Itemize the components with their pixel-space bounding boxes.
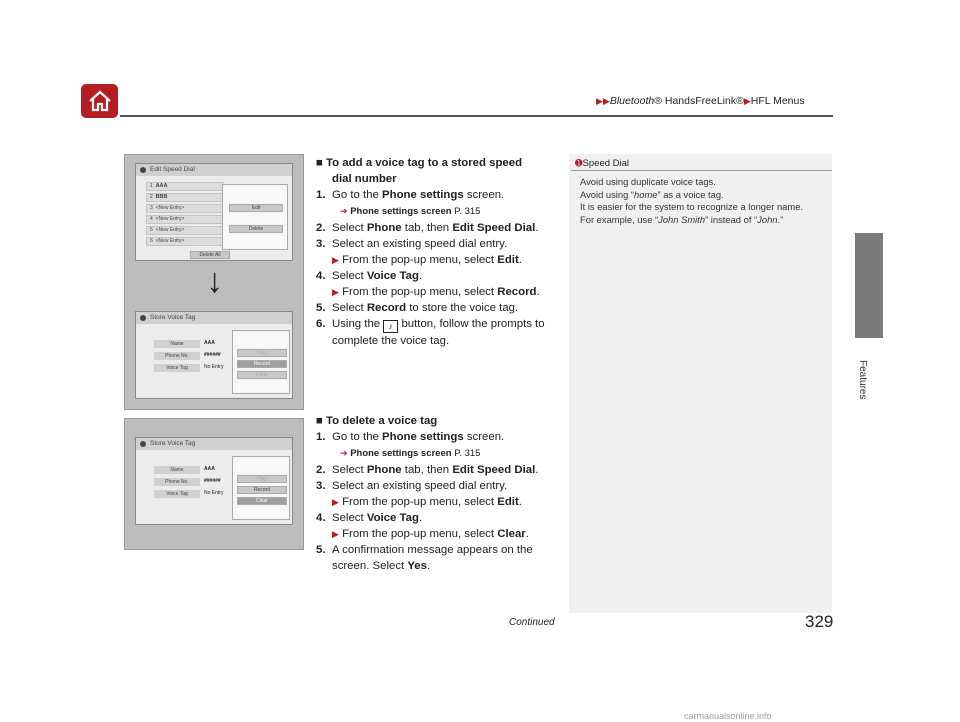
add-voice-tag-section (316, 155, 561, 349)
breadcrumb-hfl-menus[interactable]: HFL Menus (750, 95, 805, 107)
home-icon (88, 90, 112, 112)
list-item[interactable]: 3 <New Entry> (146, 204, 224, 213)
note-rule (571, 170, 832, 171)
voice-tag-label: Voice Tag (154, 364, 200, 372)
step-4: 4. Select Voice Tag. (316, 270, 423, 282)
store-voice-tag-screen (135, 437, 293, 525)
section-heading-cont: dial number (332, 173, 397, 185)
name-label: Name (154, 466, 200, 474)
phone-settings-link[interactable]: ➔ Phone settings screen P. 315 (340, 206, 481, 217)
step-1: 1. Go to the Phone settings screen. (316, 189, 505, 201)
step-6-cont: complete the voice tag. (332, 335, 450, 347)
note-line: Avoid using “home” as a voice tag. (580, 188, 724, 200)
store-voice-tag-screen (135, 311, 293, 399)
note-line: It is easier for the system to recognize a longer name. (580, 201, 804, 212)
continued-label: Continued (509, 617, 555, 628)
step-5: 5. A confirmation message appears on the (316, 544, 533, 556)
down-arrow-icon: ↓ (206, 262, 223, 300)
delete-button[interactable]: Delete (229, 225, 283, 233)
step-2: 2. Select Phone tab, then Edit Speed Dial. (316, 222, 539, 234)
list-item[interactable]: 5 <New Entry> (146, 226, 224, 235)
screenshot-panel-delete (124, 418, 304, 550)
header-rule (120, 115, 833, 117)
delete-all-button[interactable]: Delete All (190, 251, 230, 259)
voice-tag-value: No Entry (204, 490, 224, 496)
step-5: 5. Select Record to store the voice tag. (316, 302, 519, 314)
note-text (580, 176, 828, 226)
note-line: Avoid using duplicate voice tags. (580, 176, 716, 187)
record-button[interactable]: Record (237, 486, 287, 494)
name-value: AAA (204, 340, 215, 346)
note-line: For example, use “John Smith” instead of “John.” (580, 213, 784, 225)
clear-button[interactable]: Clear (237, 497, 287, 505)
voice-tag-label: Voice Tag (154, 490, 200, 498)
section-heading: ■ To delete a voice tag (316, 415, 438, 427)
phone-value: ###### (204, 478, 221, 484)
step-5-cont: screen. Select Yes. (332, 560, 431, 572)
phone-label: Phone No. (154, 478, 200, 486)
step-2: 2. Select Phone tab, then Edit Speed Dial. (316, 464, 539, 476)
talk-button-icon: ♪ (383, 320, 398, 333)
name-value: AAA (204, 466, 215, 472)
phone-settings-link[interactable]: ➔ Phone settings screen P. 315 (340, 448, 481, 459)
section-tab[interactable] (855, 233, 883, 338)
step-4-sub: ▶ From the pop-up menu, select Record. (332, 286, 540, 298)
voice-tag-value: No Entry (204, 364, 224, 370)
list-item[interactable]: 6 <New Entry> (146, 237, 224, 246)
breadcrumb: ▶▶Bluetooth® HandsFreeLink®▶HFL Menus (596, 95, 805, 107)
name-label: Name (154, 340, 200, 348)
step-3: 3. Select an existing speed dial entry. (316, 480, 508, 492)
screen-title: Store Voice Tag (136, 312, 292, 324)
edit-button[interactable]: Edit (229, 204, 283, 212)
page-number: 329 (805, 612, 834, 631)
phone-value: ###### (204, 352, 221, 358)
watermark: carmanualsonline.info (684, 711, 772, 721)
note-title: ➊Speed Dial (575, 158, 630, 169)
section-heading: ■ To add a voice tag to a stored speed (316, 157, 523, 169)
record-button[interactable]: Record (237, 360, 287, 368)
step-6: 6. Using the ♪ button, follow the prompts to (316, 318, 545, 331)
breadcrumb-bluetooth[interactable]: Bluetooth (609, 95, 655, 107)
play-button[interactable]: Play (237, 349, 287, 357)
popup-menu (232, 330, 290, 394)
list-item[interactable]: 1 AAA (146, 182, 224, 191)
phone-label: Phone No. (154, 352, 200, 360)
screen-title: Edit Speed Dial (136, 164, 292, 176)
step-3-sub: ▶ From the pop-up menu, select Edit. (332, 254, 522, 266)
list-item[interactable]: 2 BBB (146, 193, 224, 202)
delete-voice-tag-section (316, 413, 561, 574)
popup-menu (222, 184, 288, 250)
step-4-sub: ▶ From the pop-up menu, select Clear. (332, 528, 529, 540)
home-button[interactable] (81, 84, 118, 118)
section-label: Features (857, 360, 868, 400)
step-4: 4. Select Voice Tag. (316, 512, 423, 524)
step-3-sub: ▶ From the pop-up menu, select Edit. (332, 496, 522, 508)
edit-speed-dial-screen (135, 163, 293, 261)
play-button[interactable]: Play (237, 475, 287, 483)
step-3: 3. Select an existing speed dial entry. (316, 238, 508, 250)
step-1: 1. Go to the Phone settings screen. (316, 431, 505, 443)
screen-title: Store Voice Tag (136, 438, 292, 450)
clear-button[interactable]: Clear (237, 371, 287, 379)
popup-menu (232, 456, 290, 520)
breadcrumb-handsfreelink[interactable]: ® HandsFreeLink® (654, 95, 744, 107)
list-item[interactable]: 4 <New Entry> (146, 215, 224, 224)
